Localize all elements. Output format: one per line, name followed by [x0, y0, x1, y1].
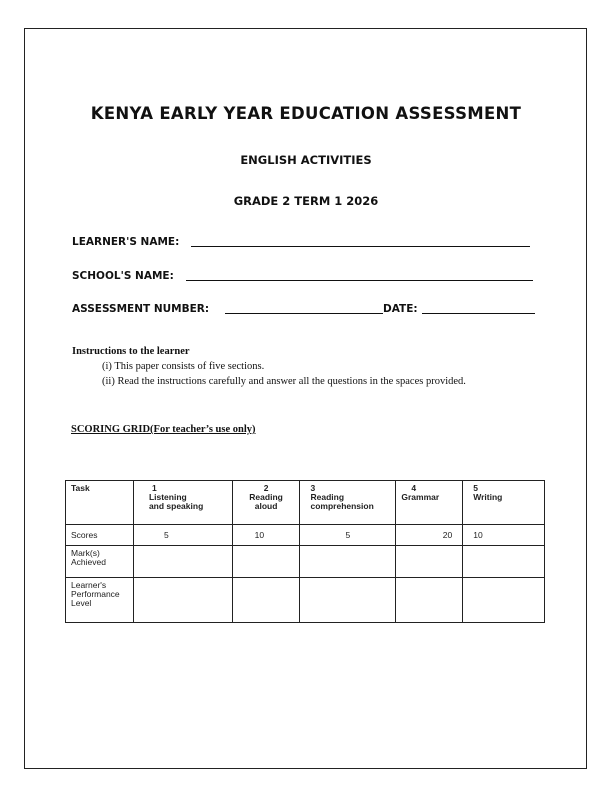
level-cell[interactable] — [396, 578, 463, 623]
learner-name-label: LEARNER'S NAME: — [72, 236, 180, 248]
task-number: 5 — [473, 483, 478, 493]
school-name-label: SCHOOL'S NAME: — [72, 270, 174, 282]
subject-title: ENGLISH ACTIVITIES — [240, 153, 372, 167]
learner-name-field[interactable] — [191, 246, 530, 247]
assessment-number-field[interactable] — [225, 313, 383, 314]
score-cell: 10 — [463, 525, 545, 546]
task-header-cell — [463, 481, 545, 525]
mark-cell[interactable] — [396, 546, 463, 578]
task-number: 2 — [263, 483, 269, 493]
table-row — [66, 546, 545, 578]
task-name: Reading comprehension — [310, 491, 374, 511]
task-name: Grammar — [401, 491, 440, 502]
level-cell[interactable] — [133, 578, 232, 623]
task-number: 3 — [310, 483, 316, 493]
mark-cell[interactable] — [300, 546, 396, 578]
school-name-field[interactable] — [186, 280, 533, 281]
row-label: Mark(s) Achieved — [66, 546, 134, 578]
task-header-cell — [232, 481, 300, 525]
task-name: Listening and speaking — [148, 491, 204, 511]
date-field[interactable] — [422, 313, 535, 314]
score-cell: 10 — [232, 525, 300, 546]
task-name: Reading aloud — [249, 491, 283, 511]
instructions-heading: Instructions to the learner — [72, 346, 190, 357]
mark-cell[interactable] — [133, 546, 232, 578]
task-name: Writing — [473, 491, 503, 502]
task-number: 1 — [151, 483, 157, 493]
row-label: Scores — [66, 525, 134, 546]
mark-cell[interactable] — [232, 546, 300, 578]
table-header-row — [66, 481, 545, 525]
assessment-number-label: ASSESSMENT NUMBER: — [72, 303, 210, 315]
scoring-grid-table — [65, 480, 545, 623]
task-header-cell — [300, 481, 396, 525]
task-header-cell — [133, 481, 232, 525]
page-border — [24, 28, 587, 769]
row-label: Learner's Performance Level — [66, 578, 134, 623]
exam-title: KENYA EARLY YEAR EDUCATION ASSESSMENT — [90, 104, 522, 123]
instruction-item: (ii) Read the instructions carefully and answer all the questions in the spaces provided. — [102, 376, 466, 387]
table-row — [66, 578, 545, 623]
task-header: Task — [66, 481, 134, 525]
level-cell[interactable] — [232, 578, 300, 623]
scoring-grid-heading: SCORING GRID(For teacher’s use only) — [71, 424, 256, 435]
level-cell[interactable] — [300, 578, 396, 623]
mark-cell[interactable] — [463, 546, 545, 578]
score-cell: 5 — [133, 525, 232, 546]
table-row — [66, 525, 545, 546]
task-header-cell — [396, 481, 463, 525]
score-cell: 20 — [396, 525, 463, 546]
level-cell[interactable] — [463, 578, 545, 623]
score-cell: 5 — [300, 525, 396, 546]
date-label: DATE: — [383, 303, 418, 315]
instruction-item: (i) This paper consists of five sections. — [102, 361, 265, 372]
task-number: 4 — [411, 483, 417, 493]
grade-term: GRADE 2 TERM 1 2026 — [233, 194, 379, 208]
